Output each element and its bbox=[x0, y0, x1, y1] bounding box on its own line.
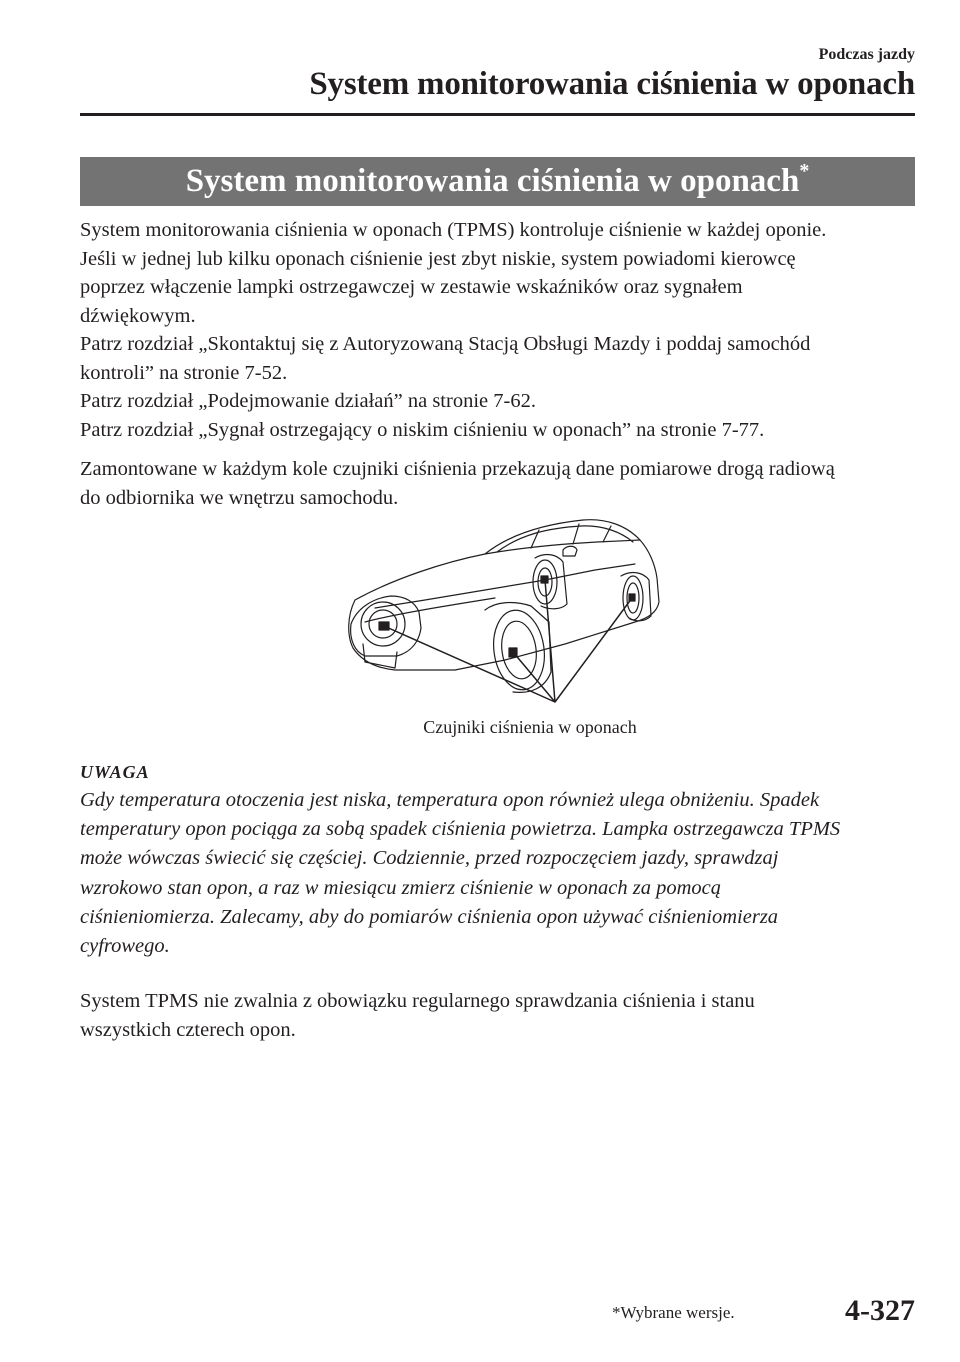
note-paragraph bbox=[80, 786, 930, 961]
intro-line: Jeśli w jednej lub kilku oponach ciśnienie jest zbyt niskie, system powiadomi kierowcę bbox=[80, 247, 796, 270]
optional-equipment-asterisk: * bbox=[799, 160, 810, 182]
note-title: UWAGA bbox=[80, 762, 150, 782]
banner-title: System monitorowania ciśnienia w oponach bbox=[185, 163, 800, 199]
intro-line: System monitorowania ciśnienia w oponach (TPMS) kontroluje ciśnienie w każdej oponie. bbox=[80, 219, 827, 241]
car-tire-sensor-illustration bbox=[335, 512, 665, 717]
footnote: *Wybrane wersje. bbox=[612, 1303, 735, 1322]
page-number: 4-327 bbox=[845, 1294, 915, 1327]
closing-line: System TPMS nie zwalnia z obowiązku regularnego sprawdzania ciśnienia i stanu bbox=[80, 990, 755, 1012]
note-line: Gdy temperatura otoczenia jest niska, temperatura opon również ulega obniżeniu. Spadek bbox=[80, 789, 820, 811]
section-banner bbox=[80, 157, 915, 206]
note-line: wzrokowo stan opon, a raz w miesiącu zmierz ciśnienie w oponach za pomocą bbox=[80, 876, 721, 899]
section-label: Podczas jazdy bbox=[818, 46, 915, 63]
sensor-line: Zamontowane w każdym kole czujniki ciśnienia przekazują dane pomiarowe drogą radiową bbox=[80, 458, 835, 480]
note-line: ciśnieniomierza. Zalecamy, aby do pomiarów ciśnienia opon używać ciśnieniomierza bbox=[80, 905, 779, 928]
closing-line: wszystkich czterech opon. bbox=[80, 1018, 296, 1041]
reference-line: Patrz rozdział „Podejmowanie działań” na stronie 7-62. bbox=[80, 390, 536, 412]
intro-paragraph bbox=[80, 216, 920, 444]
intro-line: dźwiękowym. bbox=[80, 304, 196, 327]
header-divider bbox=[80, 113, 915, 116]
reference-line: kontroli” na stronie 7-52. bbox=[80, 361, 288, 384]
reference-line: Patrz rozdział „Sygnał ostrzegający o niskim ciśnieniu w oponach” na stronie 7-77. bbox=[80, 418, 765, 441]
intro-line: poprzez włączenie lampki ostrzegawczej w zestawie wskaźników oraz sygnałem bbox=[80, 276, 743, 298]
note-line: temperatury opon pociąga za sobą spadek ciśnienia powietrza. Lampka ostrzegawcza TPMS bbox=[80, 818, 841, 841]
note-line: cyfrowego. bbox=[80, 935, 170, 958]
closing-paragraph bbox=[80, 987, 920, 1044]
note-line: może wówczas świecić się częściej. Codziennie, przed rozpoczęciem jazdy, sprawdzaj bbox=[80, 847, 779, 870]
figure-caption: Czujniki ciśnienia w oponach bbox=[423, 717, 637, 737]
sensor-line: do odbiornika we wnętrzu samochodu. bbox=[80, 486, 399, 509]
sensor-paragraph bbox=[80, 455, 920, 512]
reference-line: Patrz rozdział „Skontaktuj się z Autoryzowaną Stacją Obsługi Mazdy i poddaj samochód bbox=[80, 333, 811, 355]
page-header-title: System monitorowania ciśnienia w oponach bbox=[309, 66, 915, 102]
